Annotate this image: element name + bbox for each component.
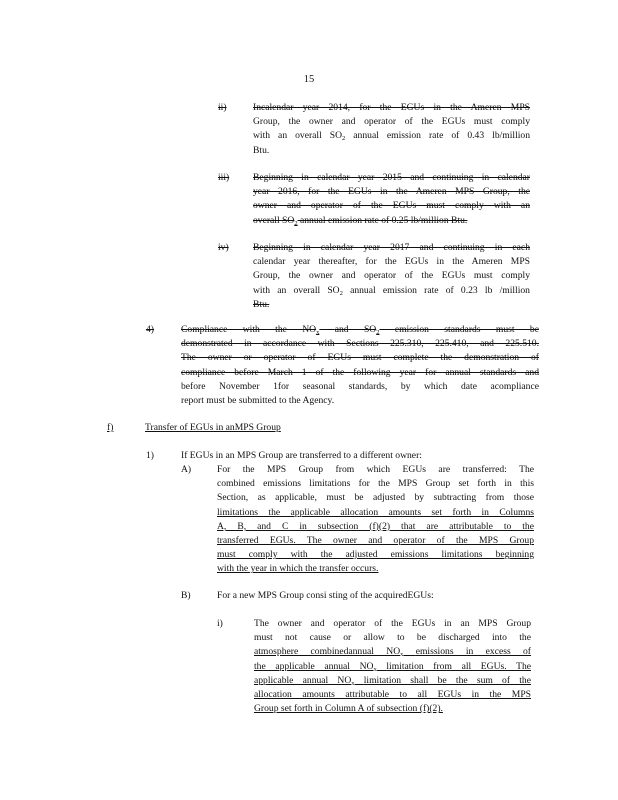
subscript: 2 <box>342 135 346 143</box>
text-line: compliance before March 1 of the following year for annual standards and <box>181 366 539 378</box>
item-A-paragraph <box>217 463 534 577</box>
text-line: must comply with the adjusted emissions limitations beginning <box>217 549 534 561</box>
text-line: with the year in which the transfer occurs. <box>217 563 379 575</box>
text-fragment: annual emission rate of 0.23 lb /million <box>350 284 530 296</box>
text-line: year 2016, for the EGUs in the Ameren MPS Group, the <box>253 186 530 198</box>
text-fragment: the applicable annual NO <box>254 660 374 672</box>
text-fragment: applicable annual NO <box>254 674 352 686</box>
text-line: report must be submitted to the Agency. <box>181 395 335 407</box>
text-fragment: with an overall SO <box>253 284 340 296</box>
text-fragment: with an overall SO <box>253 130 343 142</box>
text-line: calendar year thereafter, for the EGUs in the Ameren MPS <box>253 256 530 268</box>
text-line: The owner or operator of EGUs must complete the demonstration of <box>181 352 539 364</box>
item-iii-label: iii) <box>218 172 230 183</box>
text-line: must not cause or allow to be discharged into the <box>254 632 531 644</box>
section-f-label: f) <box>107 422 114 433</box>
text-fragment: annual emission rate of 0.25 lb/million Btu. <box>299 214 468 226</box>
text-fragment: and SO <box>334 324 377 335</box>
text-fragment: overall SO <box>253 214 295 226</box>
item-iii-paragraph <box>253 171 530 228</box>
text-line <box>254 674 531 688</box>
text-line: limitations the applicable allocation amounts set forth in Columns <box>217 506 534 518</box>
item-iv-label: iv) <box>218 242 229 253</box>
text-fragment: atmosphere combinedannual NO <box>254 646 401 658</box>
text-fragment: Compliance with the NO <box>181 324 317 335</box>
text-line: Group set forth in Column A of subsection (f)(2). <box>254 703 443 715</box>
item-B-label: B) <box>181 590 191 601</box>
text-line: combined emissions limitations for the MPS Group set forth in this <box>217 478 534 490</box>
text-line: allocation amounts attributable to all EGUs in the MPS <box>254 689 531 701</box>
section-f-title: Transfer of EGUs in anMPS Group <box>145 422 281 433</box>
text-line <box>253 214 530 228</box>
item-4-paragraph <box>181 323 539 408</box>
text-line: before November 1for seasonal standards, by which date acompliance <box>181 380 539 392</box>
subscript: x <box>373 665 377 673</box>
text-line: Group, the owner and operator of the EGUs must comply <box>253 116 530 128</box>
item-1-label: 1) <box>146 450 154 461</box>
text-line: The owner and operator of the EGUs in an MPS Group <box>254 618 531 629</box>
item-ii-paragraph <box>253 101 530 158</box>
item-B-text: For a new MPS Group consi sting of the acquiredEGUs: <box>217 590 434 601</box>
text-line <box>254 645 531 659</box>
subscript: x <box>351 679 355 687</box>
text-fragment: emissions in excess of <box>415 646 531 658</box>
item-i-paragraph <box>254 617 531 716</box>
text-line: Incalendar year 2014, for the EGUs in the Ameren MPS <box>253 102 530 113</box>
text-line: For the MPS Group from which EGUs are transferred: The <box>217 464 534 475</box>
text-line: Section, as applicable, must be adjusted by subtracting from those <box>217 492 534 504</box>
text-line <box>254 660 531 674</box>
subscript: 2 <box>294 219 298 227</box>
text-line: Beginning in calendar year 2017 and continuing in each <box>253 242 530 253</box>
text-fragment: limitation shall be the sum of the <box>363 674 531 686</box>
text-line <box>253 129 530 143</box>
subscript: x <box>316 329 320 336</box>
subscript: x <box>400 651 404 659</box>
text-line: transferred EGUs. The owner and operator of the MPS Group <box>217 535 534 547</box>
subscript: 2 <box>376 329 380 336</box>
text-line <box>253 284 530 298</box>
text-line <box>181 323 539 337</box>
text-fragment: limitation from all EGUs. The <box>386 660 532 672</box>
item-4-label: 4) <box>146 324 154 335</box>
text-line: owner and operator of the EGUs must comply with an <box>253 200 530 212</box>
text-fragment: emission standards must be <box>394 324 539 335</box>
item-ii-label: ii) <box>218 102 227 113</box>
page-number: 15 <box>303 74 315 85</box>
text-line: demonstrated in accordance with Sections 225.310, 225.410, and 225.510. <box>181 338 539 350</box>
item-1-text: If EGUs in an MPS Group are transferred to a different owner: <box>181 450 422 461</box>
item-A-label: A) <box>181 464 192 475</box>
item-i-label: i) <box>217 618 223 629</box>
text-line: Btu. <box>253 298 270 310</box>
text-line: A, B, and C in subsection (f)(2) that are attributable to the <box>217 520 534 532</box>
text-fragment: annual emission rate of 0.43 lb/million <box>353 130 530 142</box>
text-line: Beginning in calendar year 2015 and continuing in calendar <box>253 172 530 183</box>
subscript: 2 <box>339 289 343 297</box>
text-line: Btu. <box>253 144 270 156</box>
text-line: Group, the owner and operator of the EGUs must comply <box>253 270 530 282</box>
item-iv-paragraph <box>253 241 530 312</box>
